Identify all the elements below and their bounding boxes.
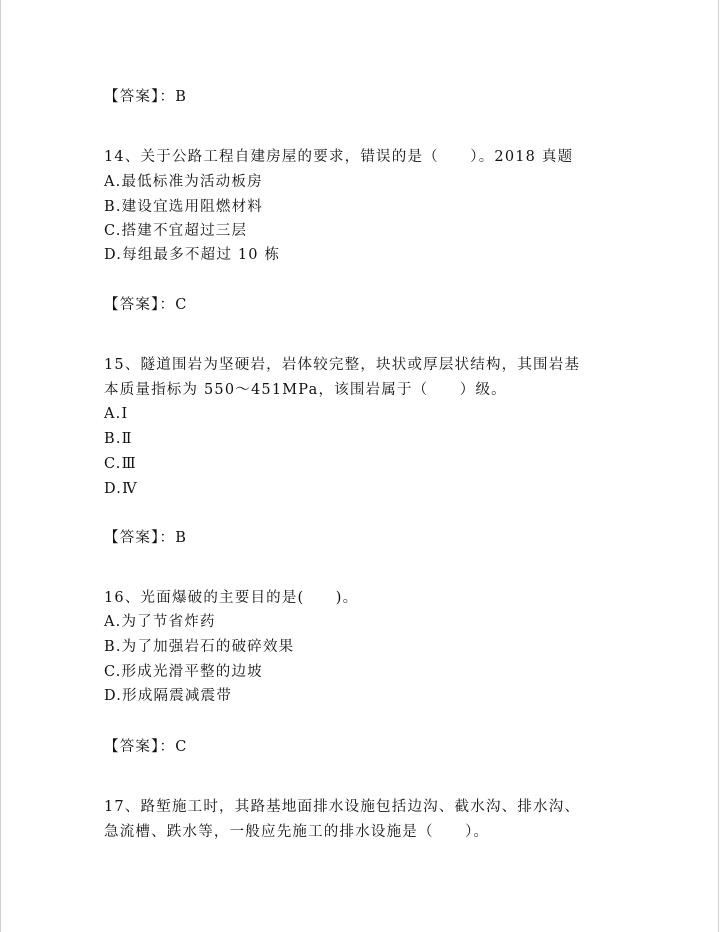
- question-15-option-a: A.Ⅰ: [104, 406, 129, 422]
- question-15-option-c: C.Ⅲ: [104, 456, 137, 472]
- question-17-stem-line-2: 急流槽、跌水等，一般应先施工的排水设施是（ ）。: [104, 824, 490, 840]
- question-16-option-b: B.为了加强岩石的破碎效果: [104, 639, 295, 655]
- page-border-left: [0, 0, 1, 932]
- question-16-stem: 16、光面爆破的主要目的是( )。: [104, 590, 359, 606]
- page-border-right: [718, 0, 719, 932]
- question-15-option-d: D.Ⅳ: [104, 481, 138, 497]
- answer-line: 【答案】：B: [104, 89, 188, 105]
- question-14-stem: 14、关于公路工程自建房屋的要求，错误的是（ ）。2018 真题: [104, 149, 574, 165]
- question-15-stem-line-1: 15、隧道围岩为坚硬岩，岩体较完整，块状或厚层状结构，其围岩基: [104, 357, 581, 373]
- question-16-option-a: A.为了节省炸药: [104, 614, 216, 630]
- question-14-option-b: B.建设宜选用阻燃材料: [104, 199, 263, 215]
- question-16-option-c: C.形成光滑平整的边坡: [104, 664, 263, 680]
- question-17-stem-line-1: 17、路堑施工时，其路基地面排水设施包括边沟、截水沟、排水沟、: [104, 799, 581, 815]
- question-16-option-d: D.形成隔震减震带: [104, 688, 233, 704]
- question-14-option-a: A.最低标准为活动板房: [104, 174, 263, 190]
- question-14-option-d: D.每组最多不超过 10 栋: [104, 247, 281, 263]
- question-15-stem-line-2: 本质量指标为 550～451MPa，该围岩属于（ ）级。: [104, 382, 507, 398]
- question-15-option-b: B.Ⅱ: [104, 431, 133, 447]
- answer-line: 【答案】：B: [104, 530, 188, 546]
- question-14-option-c: C.搭建不宜超过三层: [104, 223, 248, 239]
- answer-line: 【答案】：C: [104, 739, 188, 755]
- answer-line: 【答案】：C: [104, 297, 188, 313]
